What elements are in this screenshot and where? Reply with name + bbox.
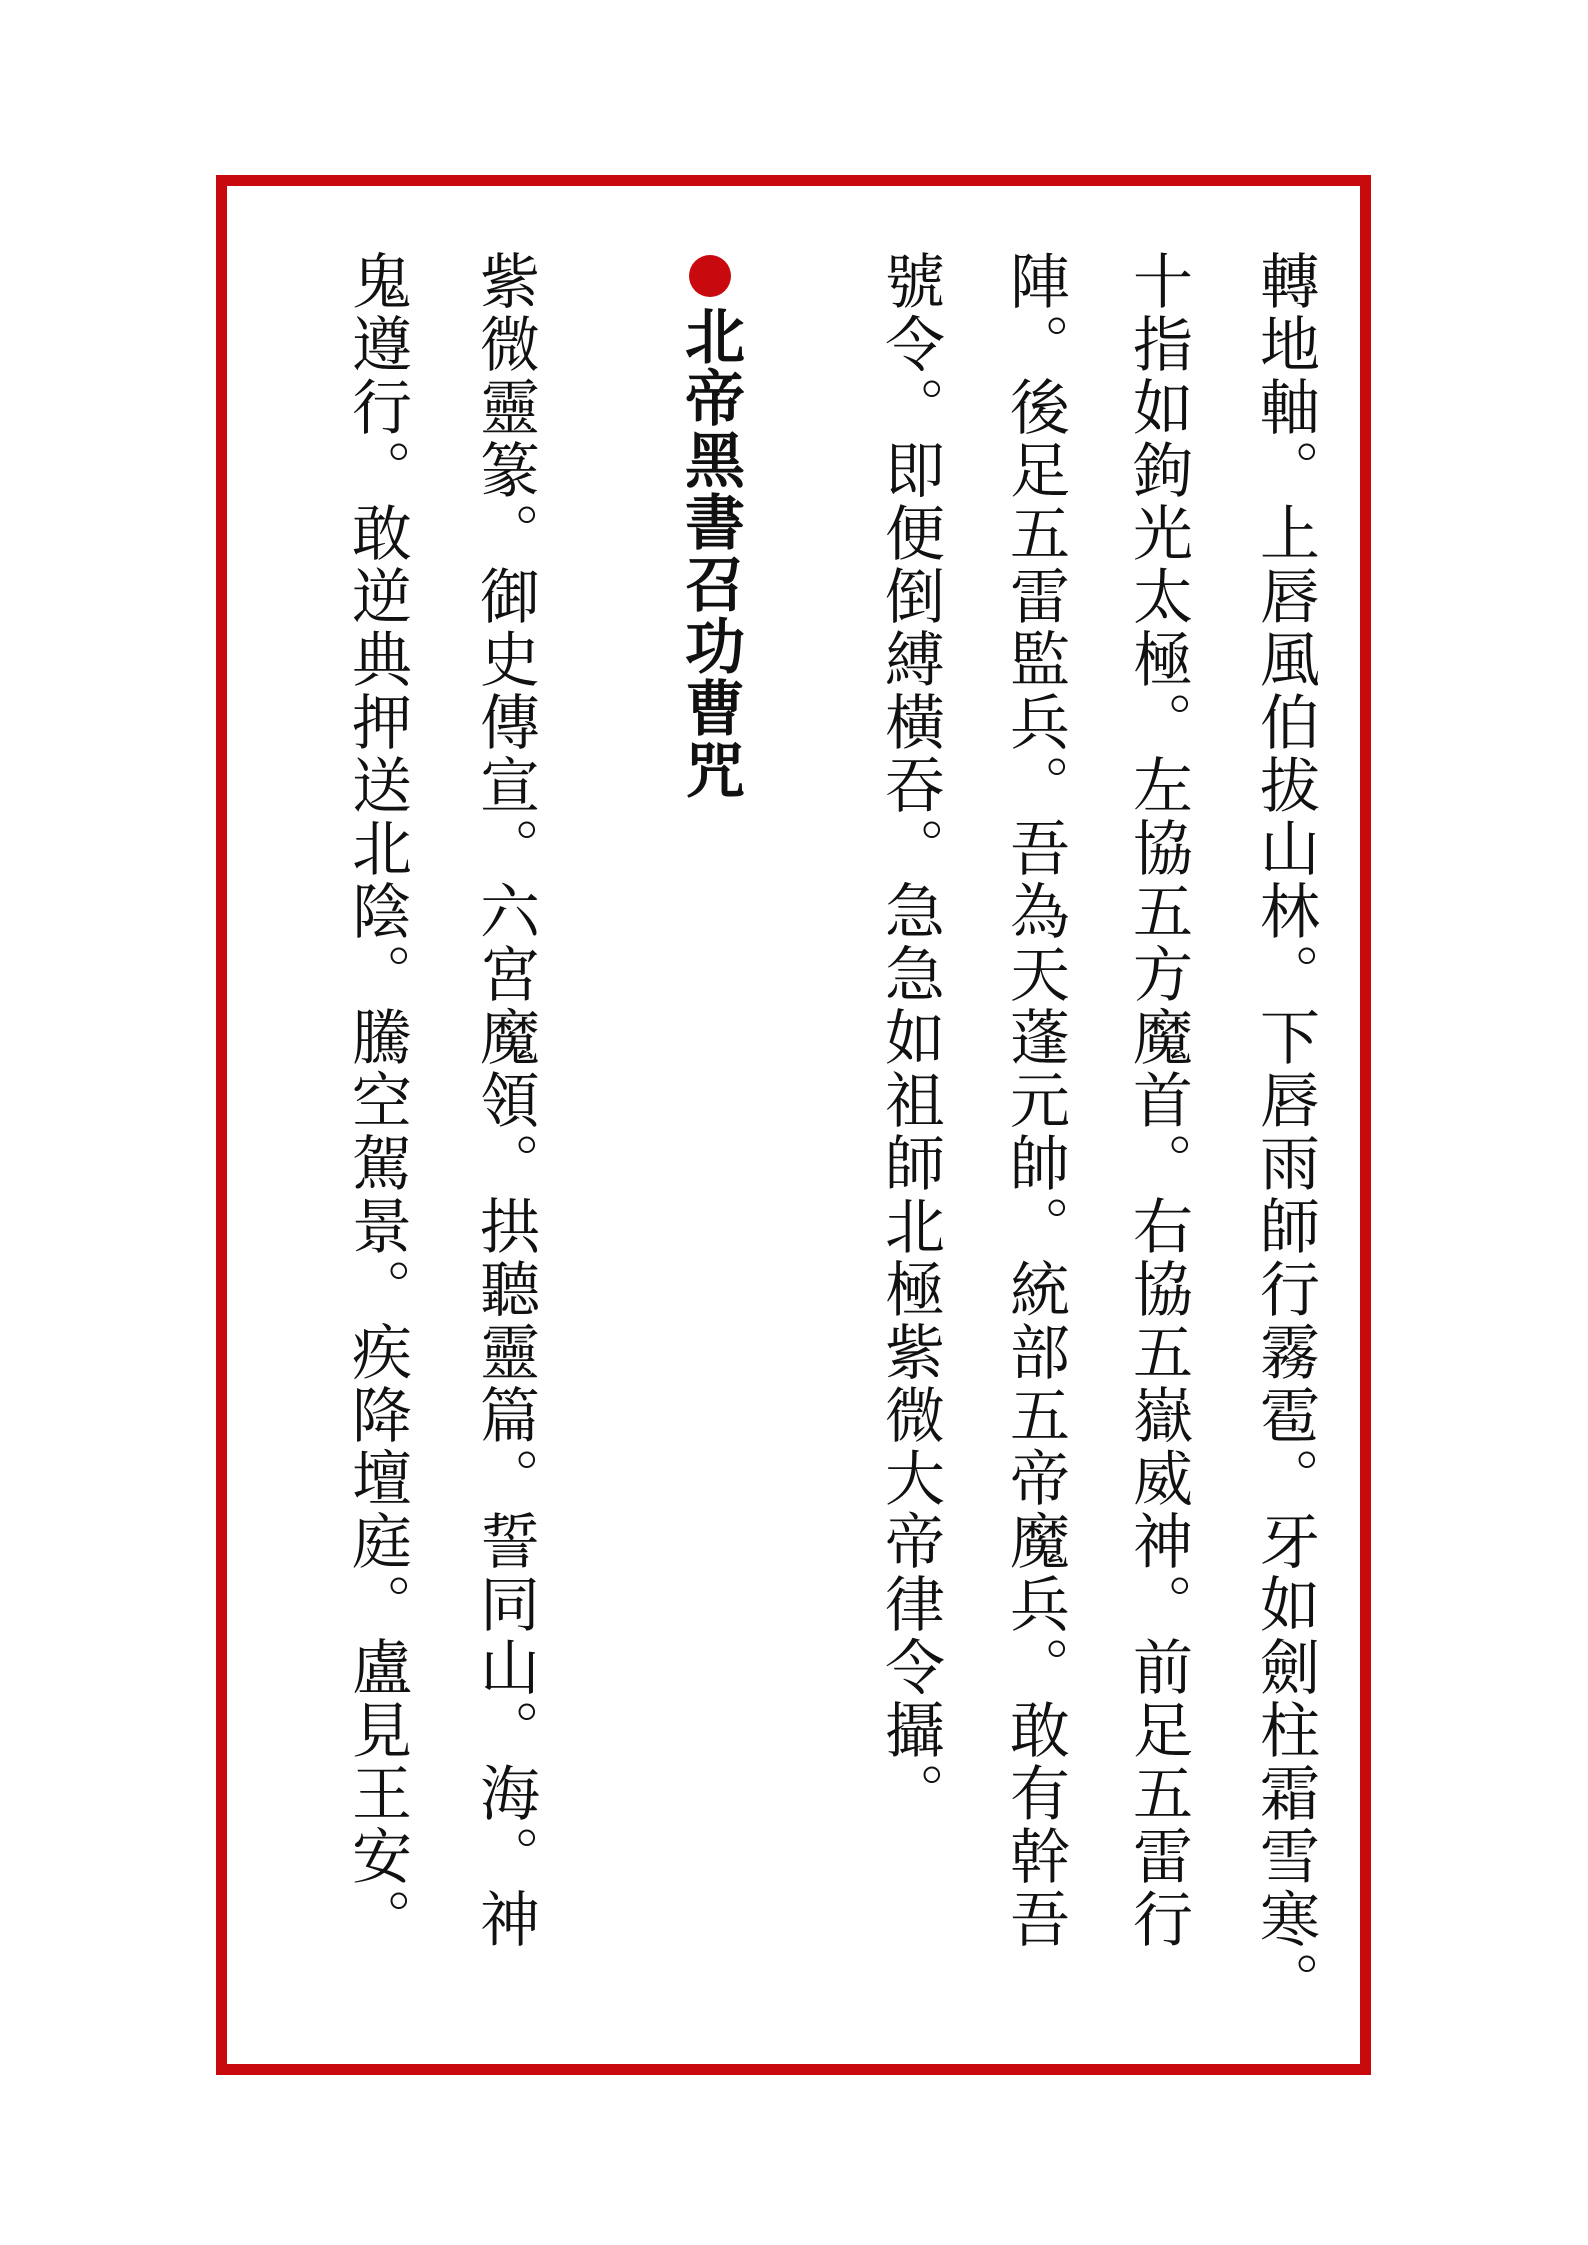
- section-heading: 北帝黑書召功曹咒: [675, 305, 745, 801]
- section-heading-block: [670, 255, 750, 801]
- text-column-4: 號令。即便倒縛橫吞。急急如祖師北極紫微大帝律令攝。: [875, 250, 945, 1825]
- red-bullet-icon: [689, 255, 731, 297]
- text-column-6: 鬼遵行。敢逆典押送北陰。騰空駕景。疾降壇庭。盧見王安。: [342, 250, 412, 1951]
- text-column-5: 紫微靈篆。御史傳宣。六宮魔領。拱聽靈篇。誓同山。海。神: [470, 250, 540, 1951]
- text-column-1: 轉地軸。上唇風伯拔山林。下唇雨師行霧雹。牙如劍柱霜雪寒。: [1250, 250, 1320, 2014]
- text-column-2: 十指如鉤光太極。左協五方魔首。右協五嶽威神。前足五雷行: [1123, 250, 1193, 1951]
- text-column-3: 陣。後足五雷監兵。吾為天蓬元帥。統部五帝魔兵。敢有幹吾: [1000, 250, 1070, 1951]
